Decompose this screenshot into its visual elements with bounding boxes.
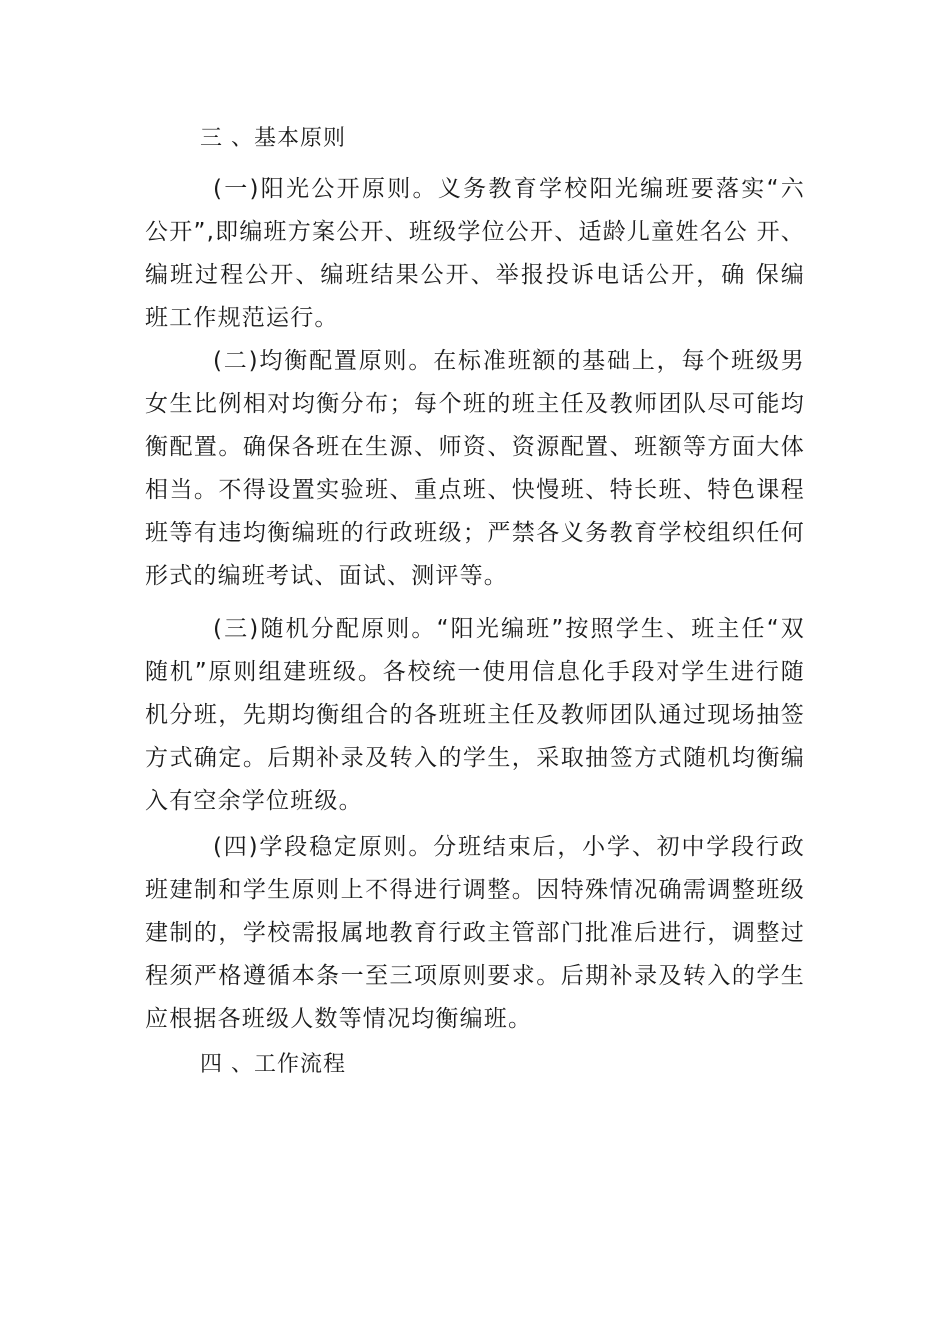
section-heading-basic-principles: 三 、基本原则 [200,126,346,151]
paragraph-balanced-allocation: (二)均衡配置原则。在标准班额的基础上，每个班级男女生比例相对均衡分布；每个班的班主任及教师团队尽可能均衡配置。确保各班在生源、师资、资源配置、班额等方面大体相当。不得设置实验班、重点班、快慢班、特长班、特色课程班等有违均衡编班的行政班级；严禁各义务教育学校组织任何形式的编班考试、面试、测评等。 [145,348,805,589]
paragraph-random-assignment: (三)随机分配原则。“阳光编班”按照学生、班主任“双随机”原则组建班级。各校统一使用信息化手段对学生进行随机分班，先期均衡组合的各班班主任及教师团队通过现场抽签方式确定。后期补录及转入的学生，采取抽签方式随机均衡编入有空余学位班级。 [145,616,805,814]
paragraph-sunshine-openness: (一)阳光公开原则。义务教育学校阳光编班要落实“六 公开”,即编班方案公开、班级学位公开、适龄儿童姓名公 开、编班过程公开、编班结果公开、举报投诉电话公开，确 保编班工作规范运行。 [145,176,805,331]
paragraph-stage-stability: (四)学段稳定原则。分班结束后，小学、初中学段行政班建制和学生原则上不得进行调整。因特殊情况确需调整班级建制的，学校需报属地教育行政主管部门批准后进行，调整过程须严格遵循本条一至三项原则要求。后期补录及转入的学生应根据各班级人数等情况均衡编班。 [145,834,805,1032]
section-heading-workflow: 四 、工作流程 [200,1052,346,1077]
